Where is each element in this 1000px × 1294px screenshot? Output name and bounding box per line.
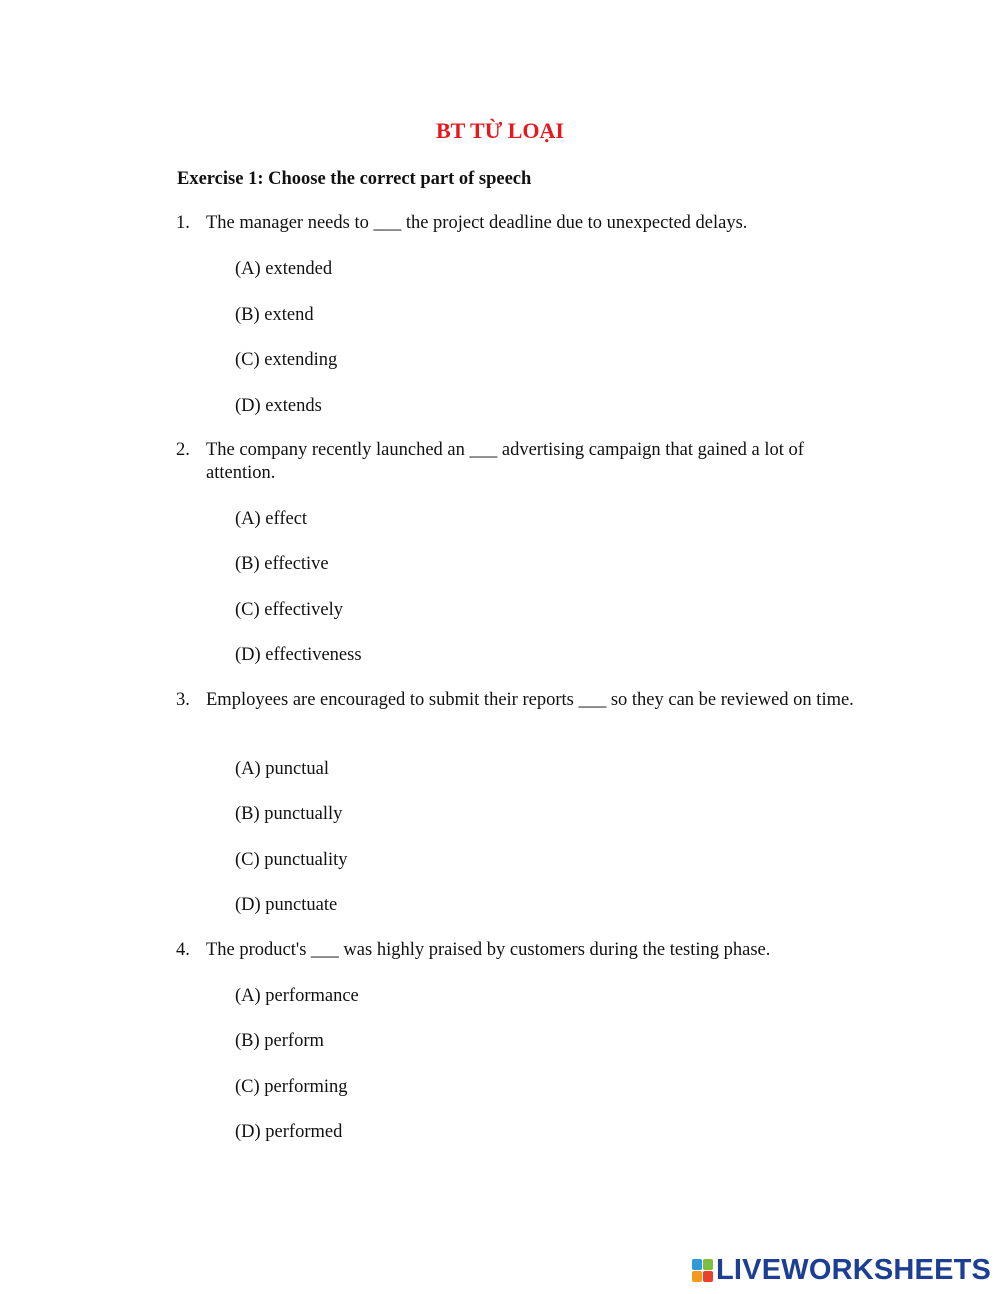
exercise-heading: Exercise 1: Choose the correct part of speech xyxy=(177,169,532,189)
logo-text: LIVEWORKSHEETS xyxy=(716,1253,992,1286)
question-1 xyxy=(176,212,856,235)
question-1-option-c[interactable]: (C) extending xyxy=(235,350,338,370)
question-2 xyxy=(176,439,856,485)
question-number: 2. xyxy=(176,440,190,460)
logo-tile xyxy=(703,1271,713,1282)
question-2-option-c[interactable]: (C) effectively xyxy=(235,600,344,620)
question-4-option-d[interactable]: (D) performed xyxy=(235,1122,343,1142)
question-2-option-d[interactable]: (D) effectiveness xyxy=(235,645,362,665)
question-number: 4. xyxy=(176,940,190,960)
question-1-option-b[interactable]: (B) extend xyxy=(235,305,314,325)
question-1-option-a[interactable]: (A) extended xyxy=(235,259,333,279)
question-text: Employees are encouraged to submit their reports ___ so they can be reviewed on time. xyxy=(206,690,854,710)
question-2-option-a[interactable]: (A) effect xyxy=(235,509,308,529)
question-3-option-a[interactable]: (A) punctual xyxy=(235,759,330,779)
logo-tile xyxy=(703,1259,713,1270)
page-title: BT TỪ LOẠI xyxy=(436,118,564,143)
question-3-option-d[interactable]: (D) punctuate xyxy=(235,895,338,915)
question-number: 3. xyxy=(176,690,190,710)
question-3 xyxy=(176,689,856,712)
question-4-option-b[interactable]: (B) perform xyxy=(235,1031,324,1051)
question-4-option-a[interactable]: (A) performance xyxy=(235,986,359,1006)
logo-tile xyxy=(692,1259,702,1270)
question-4 xyxy=(176,939,856,962)
question-text: The manager needs to ___ the project deadline due to unexpected delays. xyxy=(206,213,748,233)
liveworksheets-logo-icon xyxy=(692,1259,713,1282)
question-4-option-c[interactable]: (C) performing xyxy=(235,1077,348,1097)
question-text: The product's ___ was highly praised by customers during the testing phase. xyxy=(206,940,771,960)
liveworksheets-logo xyxy=(692,1252,991,1288)
question-3-option-b[interactable]: (B) punctually xyxy=(235,804,343,824)
question-text: The company recently launched an ___ advertising campaign that gained a lot of attention. xyxy=(206,440,804,483)
question-3-option-c[interactable]: (C) punctuality xyxy=(235,850,348,870)
question-2-option-b[interactable]: (B) effective xyxy=(235,554,329,574)
question-number: 1. xyxy=(176,213,190,233)
question-1-option-d[interactable]: (D) extends xyxy=(235,396,322,416)
logo-tile xyxy=(692,1271,702,1282)
